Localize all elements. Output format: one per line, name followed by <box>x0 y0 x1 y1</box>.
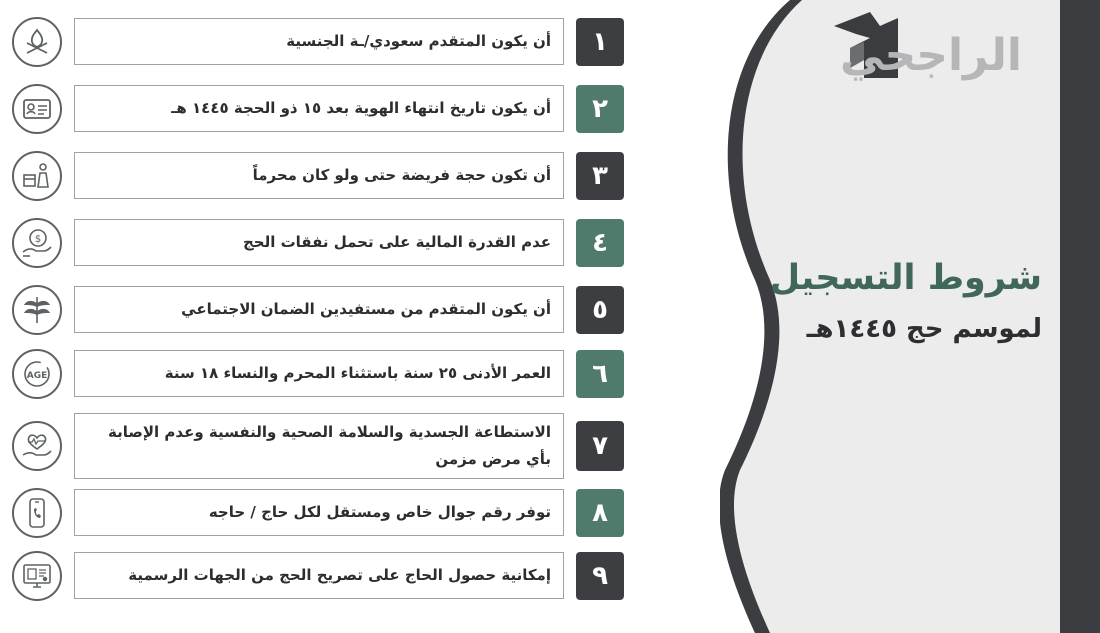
page-subtitle: لموسم حج ١٤٤٥هـ <box>806 314 1042 344</box>
condition-text: أن يكون المتقدم من مستفيدين الضمان الاجتماعي <box>74 286 564 333</box>
condition-row-2 <box>0 84 640 134</box>
condition-row-1 <box>0 17 640 67</box>
saudi-emblem-icon <box>12 17 62 67</box>
condition-row-3 <box>0 151 640 201</box>
condition-text: الاستطاعة الجسدية والسلامة الصحية والنفسية وعدم الإصابة بأي مرض مزمن <box>74 413 564 479</box>
condition-number-badge: ٩ <box>576 552 624 600</box>
condition-number-badge: ٦ <box>576 350 624 398</box>
condition-number-badge: ٣ <box>576 152 624 200</box>
right-panel <box>720 0 1100 633</box>
condition-text: عدم القدرة المالية على تحمل نفقات الحج <box>74 219 564 266</box>
brand-name: الراجحي <box>840 30 1022 81</box>
condition-row-4 <box>0 218 640 268</box>
condition-number-badge: ٨ <box>576 489 624 537</box>
condition-row-6 <box>0 349 640 399</box>
social-security-icon <box>12 285 62 335</box>
condition-text: توفر رقم جوال خاص ومستقل لكل حاج / حاجه <box>74 489 564 536</box>
money-hand-icon <box>12 218 62 268</box>
condition-row-9 <box>0 551 640 601</box>
condition-number-badge: ٢ <box>576 85 624 133</box>
mobile-phone-icon <box>12 488 62 538</box>
condition-text: أن يكون المتقدم سعودي/ـة الجنسية <box>74 18 564 65</box>
condition-number-badge: ٥ <box>576 286 624 334</box>
condition-row-8 <box>0 488 640 538</box>
age-icon <box>12 349 62 399</box>
condition-row-7 <box>0 413 640 479</box>
age-icon-label: AGE <box>26 371 48 381</box>
condition-text: إمكانية حصول الحاج على تصريح الحج من الجهات الرسمية <box>74 552 564 599</box>
condition-number-badge: ٧ <box>576 421 624 471</box>
condition-number-badge: ١ <box>576 18 624 66</box>
svg-text:$: $ <box>34 234 42 245</box>
pilgrim-kaaba-icon <box>12 151 62 201</box>
condition-text: العمر الأدنى ٢٥ سنة باستثناء المحرم والنساء ١٨ سنة <box>74 350 564 397</box>
permit-screen-icon <box>12 551 62 601</box>
condition-text: أن يكون تاريخ انتهاء الهوية بعد ١٥ ذو الحجة ١٤٤٥ هـ <box>74 85 564 132</box>
condition-text: أن تكون حجة فريضة حتى ولو كان محرماً <box>74 152 564 199</box>
condition-number-badge: ٤ <box>576 219 624 267</box>
page-title: شروط التسجيل <box>769 258 1042 298</box>
condition-row-5 <box>0 285 640 335</box>
health-hand-icon <box>12 421 62 471</box>
id-card-icon <box>12 84 62 134</box>
